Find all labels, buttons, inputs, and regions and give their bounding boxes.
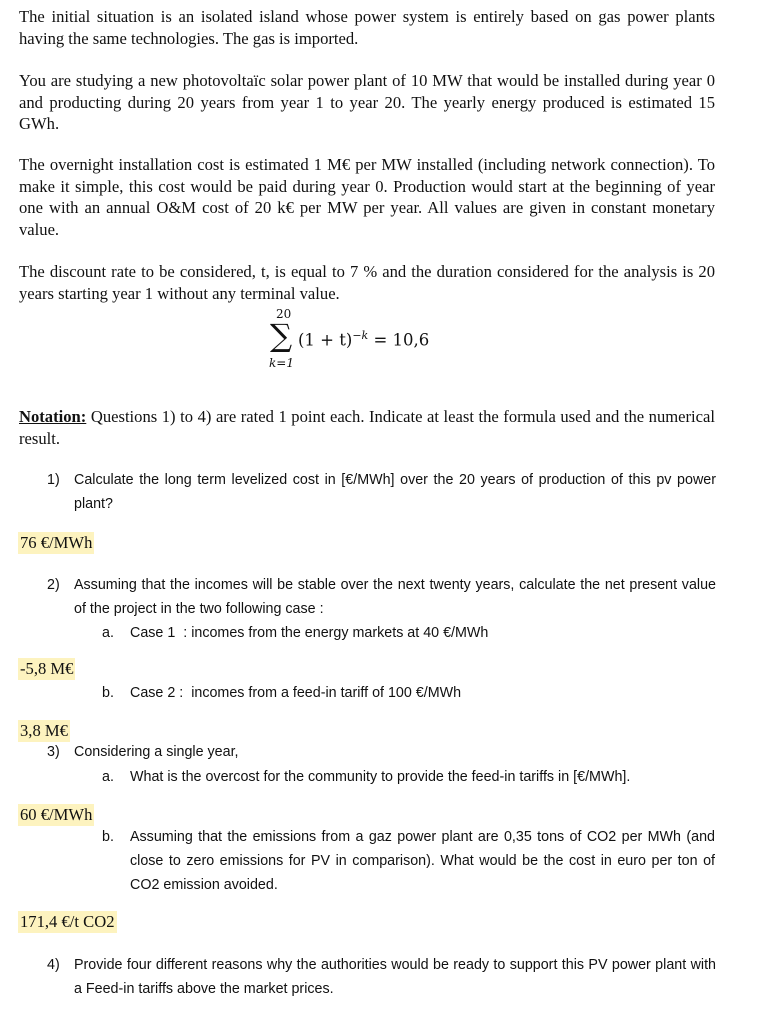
formula-expression [298, 329, 429, 350]
question-3a-letter: a. [102, 769, 114, 785]
question-3b-text: Assuming that the emissions from a gaz power plant are 0,35 tons of CO2 per MWh (and close to zero emissions for PV in comparison). What would be the cost in euro per ton of CO2 emission avoided. [130, 829, 715, 893]
question-2b-letter: b. [102, 685, 114, 701]
answer-2a: -5,8 M€ [20, 659, 74, 678]
question-3-number: 3) [47, 744, 60, 760]
question-3-text: Considering a single year, [74, 744, 239, 760]
question-2b-text: Case 2 : incomes from a feed-in tariff of 100 €/MWh [130, 685, 462, 701]
notation-text: Questions 1) to 4) are rated 1 point each. Indicate at least the formula used and the numerical result. [19, 407, 715, 448]
sum-lower-limit: k=1 [269, 356, 294, 370]
notation-paragraph [19, 406, 715, 449]
question-2-number: 2) [47, 577, 60, 593]
answer-3a: 60 €/MWh [20, 805, 93, 824]
answer-2b: 3,8 M€ [20, 721, 68, 740]
sum-upper-limit: 20 [276, 307, 292, 321]
question-1-number: 1) [47, 472, 60, 488]
intro-paragraph-3: The overnight installation cost is estimated 1 M€ per MW installed (including network connection). To make it simple, this cost would be paid during year 0. Production would start at the beginning of year one with an annual O&M cost of 20 k€ per MW per year. All values are given in constant monetary value. [19, 155, 715, 239]
answer-3b: 171,4 €/t CO2 [20, 912, 115, 931]
intro-paragraph-1: The initial situation is an isolated island whose power system is entirely based on gas power plants having the same technologies. The gas is imported. [19, 7, 715, 48]
formula-result: = 10,6 [373, 330, 430, 350]
formula-base: (1 + t) [298, 330, 353, 350]
sigma-symbol: ∑ [270, 318, 293, 354]
answer-1: 76 €/MWh [20, 533, 93, 552]
question-3b-letter: b. [102, 829, 114, 845]
formula-exponent: −k [352, 329, 369, 342]
question-1-text: Calculate the long term levelized cost in [€/MWh] over the 20 years of production of this pv power plant? [74, 472, 716, 512]
intro-paragraph-4: The discount rate to be considered, t, is equal to 7 % and the duration considered for the analysis is 20 years starting year 1 without any terminal value. [19, 262, 715, 303]
intro-paragraph-2: You are studying a new photovoltaïc solar power plant of 10 MW that would be installed during year 0 and producting during 20 years from year 1 to year 20. The yearly energy produced is estimated 15 GWh. [19, 71, 715, 133]
question-3a-text: What is the overcost for the community to provide the feed-in tariffs in [€/MWh]. [130, 769, 631, 785]
question-2a-letter: a. [102, 625, 114, 641]
discount-sum-formula [268, 307, 468, 377]
question-4-text: Provide four different reasons why the authorities would be ready to support this PV power plant with a Feed-in tariffs above the market prices. [74, 957, 716, 997]
question-2-text: Assuming that the incomes will be stable over the next twenty years, calculate the net present value of the project in the two following case : [74, 577, 716, 617]
question-4-number: 4) [47, 957, 60, 973]
question-2a-text: Case 1 : incomes from the energy markets at 40 €/MWh [130, 625, 489, 641]
notation-label: Notation: [19, 407, 87, 426]
